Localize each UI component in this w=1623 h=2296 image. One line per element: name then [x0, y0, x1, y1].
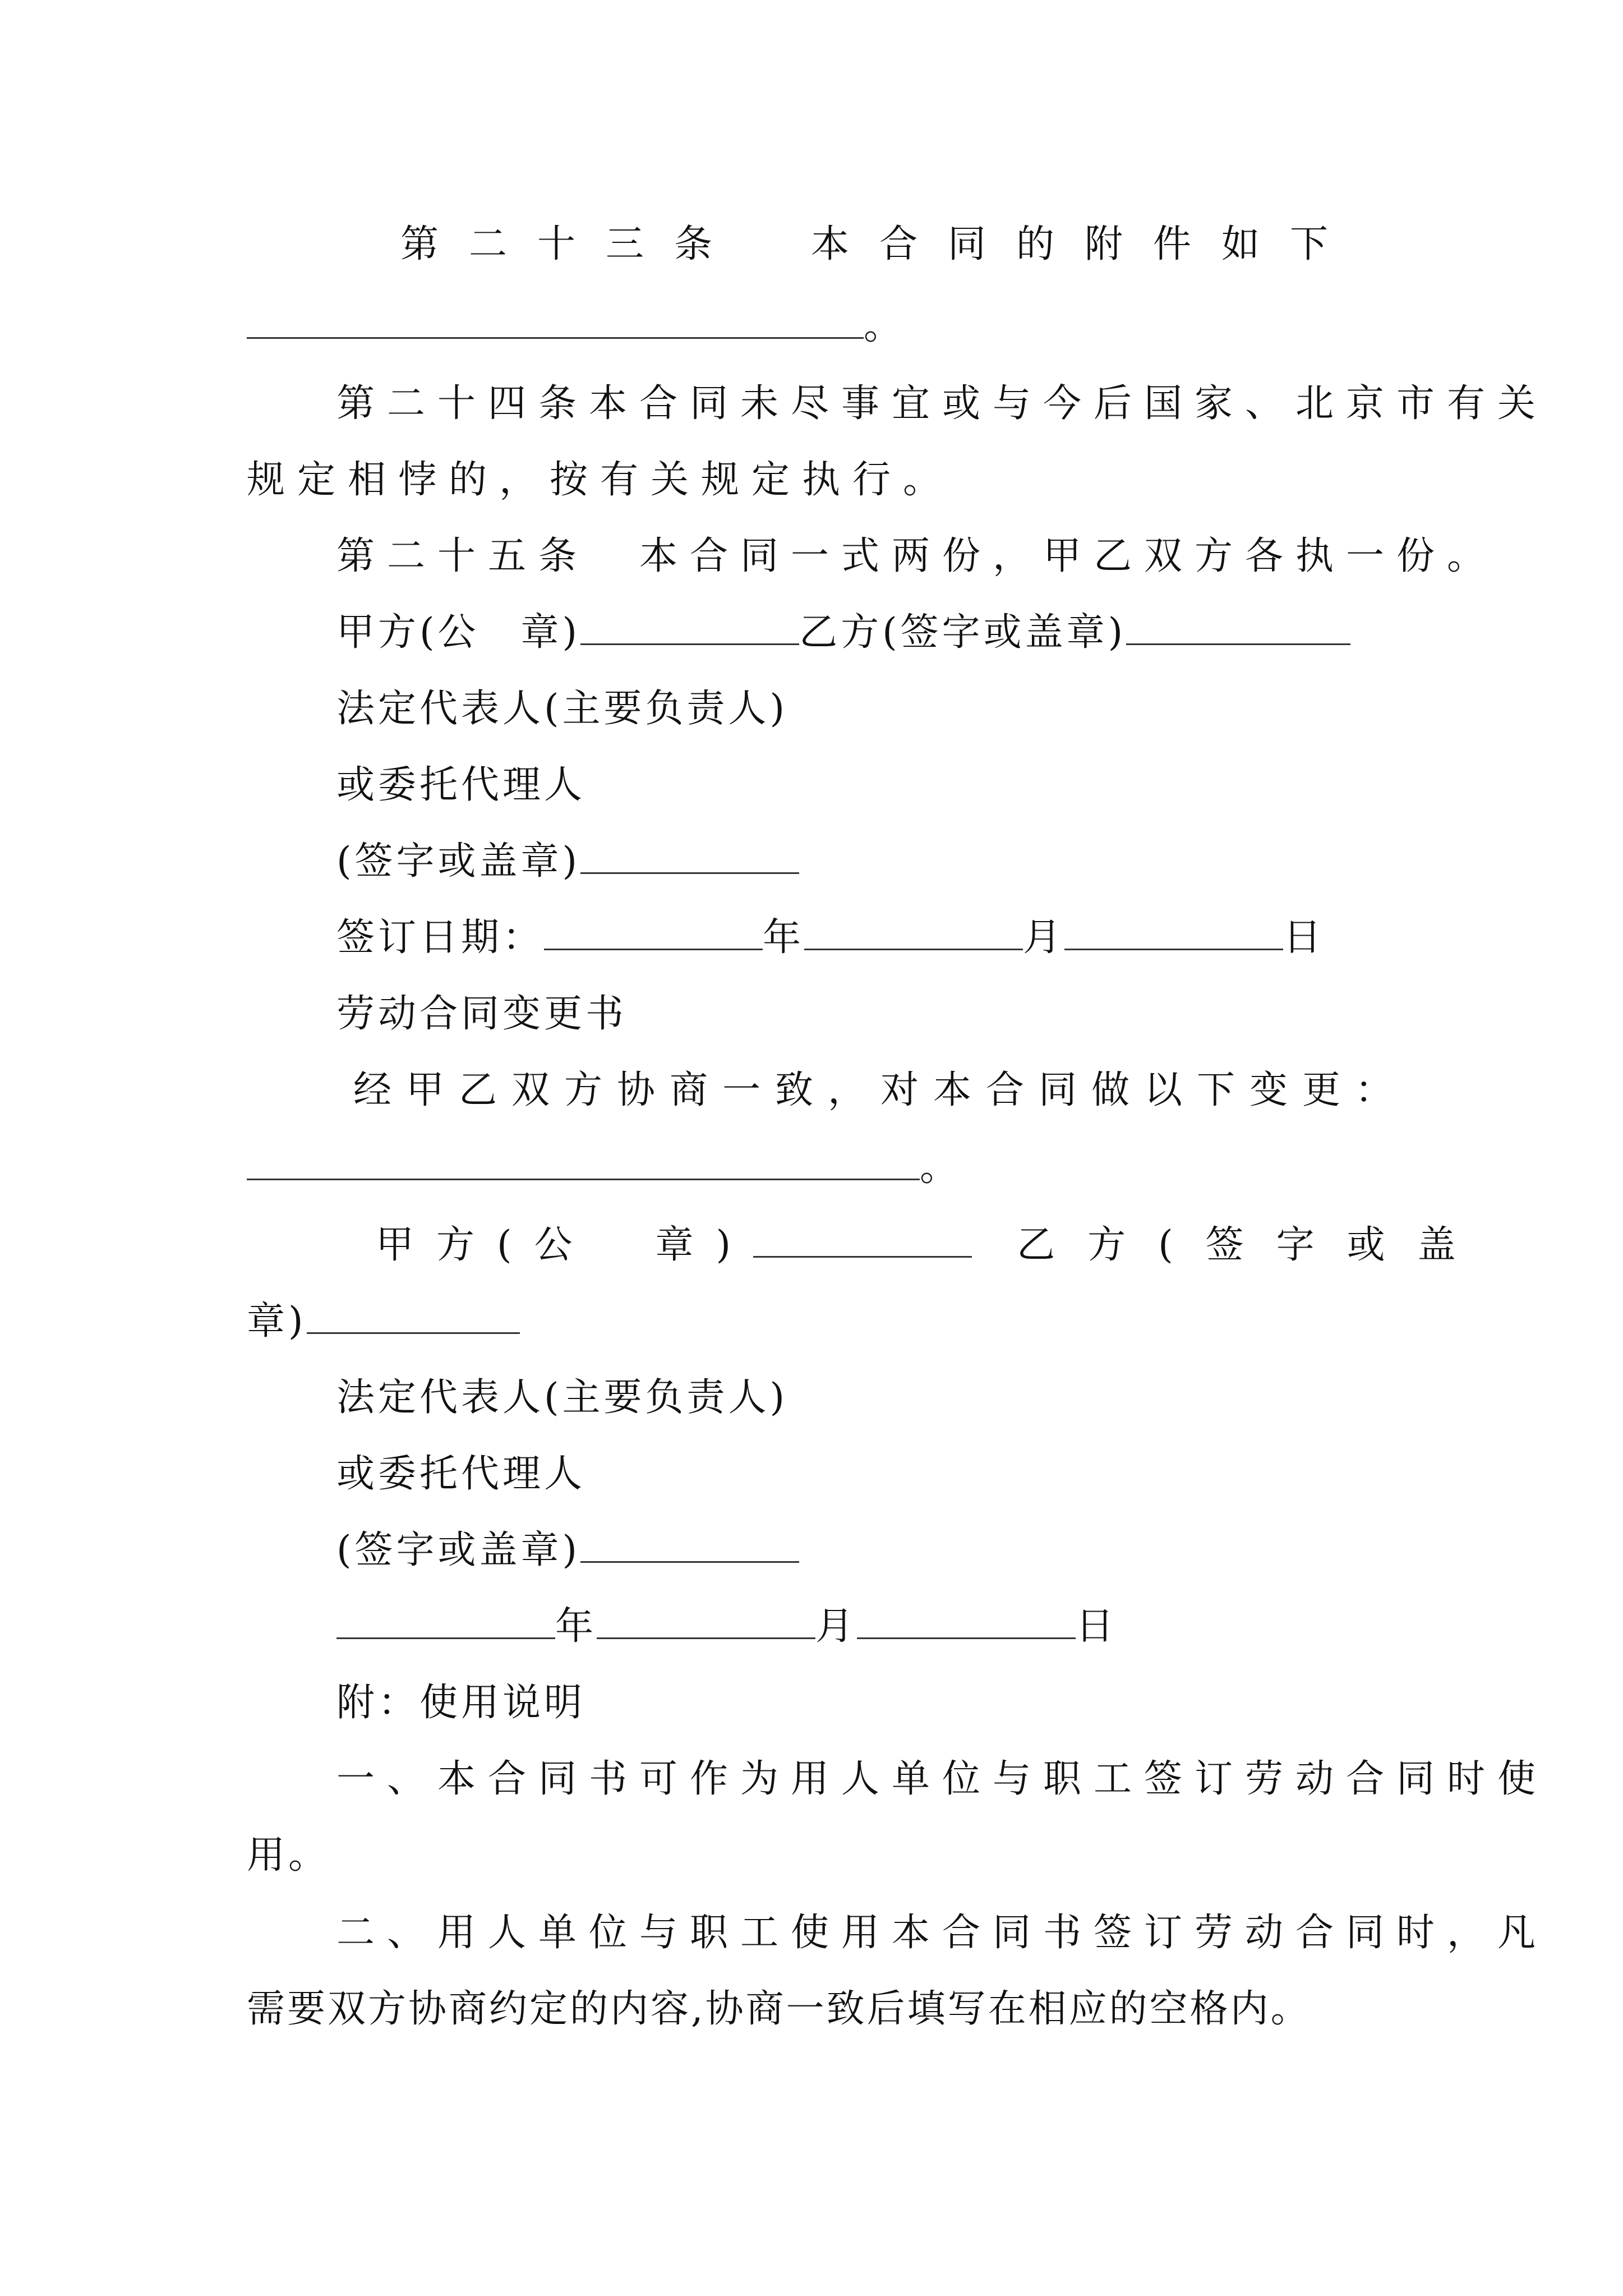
year-blank-2[interactable]: [336, 1637, 555, 1639]
party-a-label: 甲方(公 章): [336, 610, 581, 655]
note-1-line-1: 一、本合同书可作为用人单位与职工签订劳动合同时使: [336, 1757, 1548, 1801]
signing-date-line: [336, 904, 1325, 972]
agent-line: 或委托代理人: [336, 763, 586, 807]
article-24-line-2: 规定相悖的，按有关规定执行。: [247, 458, 954, 502]
change-period: 。: [920, 1145, 962, 1190]
note-2-line-1: 二、用人单位与职工使用本合同书签订劳动合同时，凡: [336, 1911, 1548, 1955]
attachment-blank[interactable]: [247, 337, 864, 339]
legal-rep-line-2: 法定代表人(主要负责人): [336, 1375, 789, 1420]
day-blank[interactable]: [1064, 948, 1283, 950]
seal-blank-2[interactable]: [580, 1561, 799, 1563]
seal-label: (签字或盖章): [336, 839, 581, 884]
legal-rep-line: 法定代表人(主要负责人): [336, 687, 789, 731]
month-label: 月: [1023, 915, 1065, 960]
change-content-blank[interactable]: [247, 1178, 920, 1180]
month-blank-2[interactable]: [597, 1637, 815, 1639]
agent-line-2: 或委托代理人: [336, 1452, 586, 1496]
article-23-text: 第二十三条 本合同的附件如下: [400, 222, 1359, 266]
article-25-line: 第二十五条 本合同一式两份，甲乙双方各执一份。: [336, 534, 1498, 578]
signature-parties-line: [336, 599, 1350, 666]
article-23-line: [400, 211, 1358, 278]
year-label-2: 年: [555, 1604, 597, 1649]
article-24-line-1: 第二十四条本合同未尽事宜或与今后国家、北京市有关: [336, 381, 1548, 426]
date-line-2: [336, 1593, 1117, 1660]
month-label-2: 月: [815, 1604, 857, 1649]
note-1-line-2: 用。: [247, 1833, 330, 1878]
seal-line-2: [336, 1517, 799, 1584]
article-23-period: 。: [864, 304, 906, 348]
day-label: 日: [1283, 915, 1325, 960]
party-b-blank-2[interactable]: [307, 1332, 520, 1334]
article-23-blank-line: [247, 293, 905, 360]
party-b-label-2: 乙方(签字或盖: [1017, 1223, 1488, 1267]
party-b-label: 乙方(签字或盖章): [799, 610, 1127, 655]
year-label: 年: [763, 915, 805, 960]
appendix-title: 附：使用说明: [336, 1681, 586, 1725]
seal-label-2: (签字或盖章): [336, 1528, 581, 1572]
change-blank-line: [247, 1134, 961, 1202]
party-b-label-2-cont: 章): [247, 1299, 307, 1343]
date-label: 签订日期：: [336, 915, 545, 960]
signature2-parties-line: [376, 1212, 1488, 1279]
change-title: 劳动合同变更书: [336, 992, 628, 1036]
change-text-line: 经甲乙双方协商一致，对本合同做以下变更：: [353, 1068, 1408, 1112]
signature2-party-b-cont: [247, 1288, 520, 1355]
party-a-blank[interactable]: [580, 643, 799, 645]
year-blank[interactable]: [544, 948, 763, 950]
day-label-2: 日: [1076, 1604, 1118, 1649]
party-a-blank-2[interactable]: [753, 1255, 972, 1258]
party-b-blank[interactable]: [1126, 643, 1350, 645]
seal-line: [336, 828, 799, 895]
month-blank[interactable]: [804, 948, 1023, 950]
note-2-line-2: 需要双方协商约定的内容,协商一致后填写在相应的空格内。: [247, 1987, 1311, 2031]
seal-blank[interactable]: [580, 872, 799, 874]
party-a-label-2: 甲方(公 章): [376, 1223, 754, 1267]
day-blank-2[interactable]: [857, 1637, 1076, 1639]
